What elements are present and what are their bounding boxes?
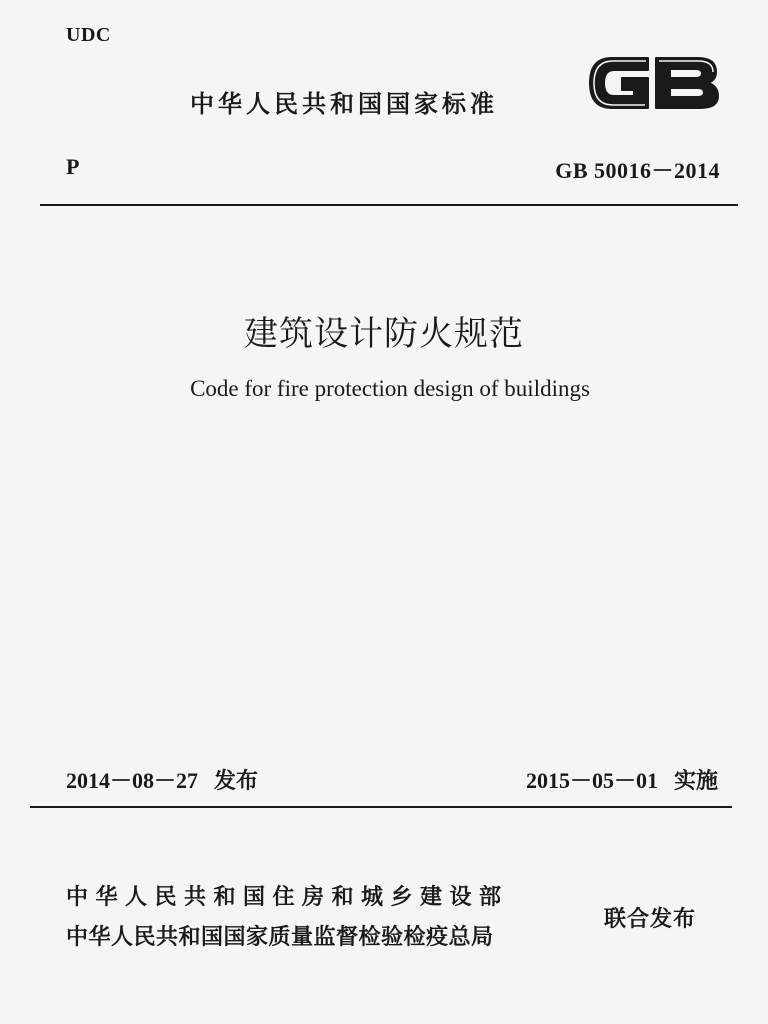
implementation-date-value: 2015－05－01 [525,768,658,793]
bottom-divider [30,806,732,808]
implementation-label: 实施 [673,769,718,794]
issue-label: 发布 [214,769,259,794]
top-divider [40,204,738,206]
issue-date-value: 2014－08－27 [66,768,199,793]
title-chinese: 建筑设计防火规范 [244,314,524,354]
gb-logo-b [656,58,718,108]
category-code: P [66,154,80,179]
issue-date [66,764,258,795]
issuer-line-1: 中华人民共和国住房和城乡建设部 [66,885,509,910]
implementation-date [526,764,718,795]
title-english: Code for fire protection design of buildings [190,376,590,401]
issuer-line-2: 中华人民共和国国家质量监督检验检疫总局 [66,925,494,950]
standard-number: GB 50016－2014 [555,158,720,183]
standard-type: 中华人民共和国国家标准 [190,90,498,118]
udc-label: UDC [66,24,111,46]
joint-issue-label: 联合发布 [604,907,697,932]
gb-logo [586,50,722,116]
